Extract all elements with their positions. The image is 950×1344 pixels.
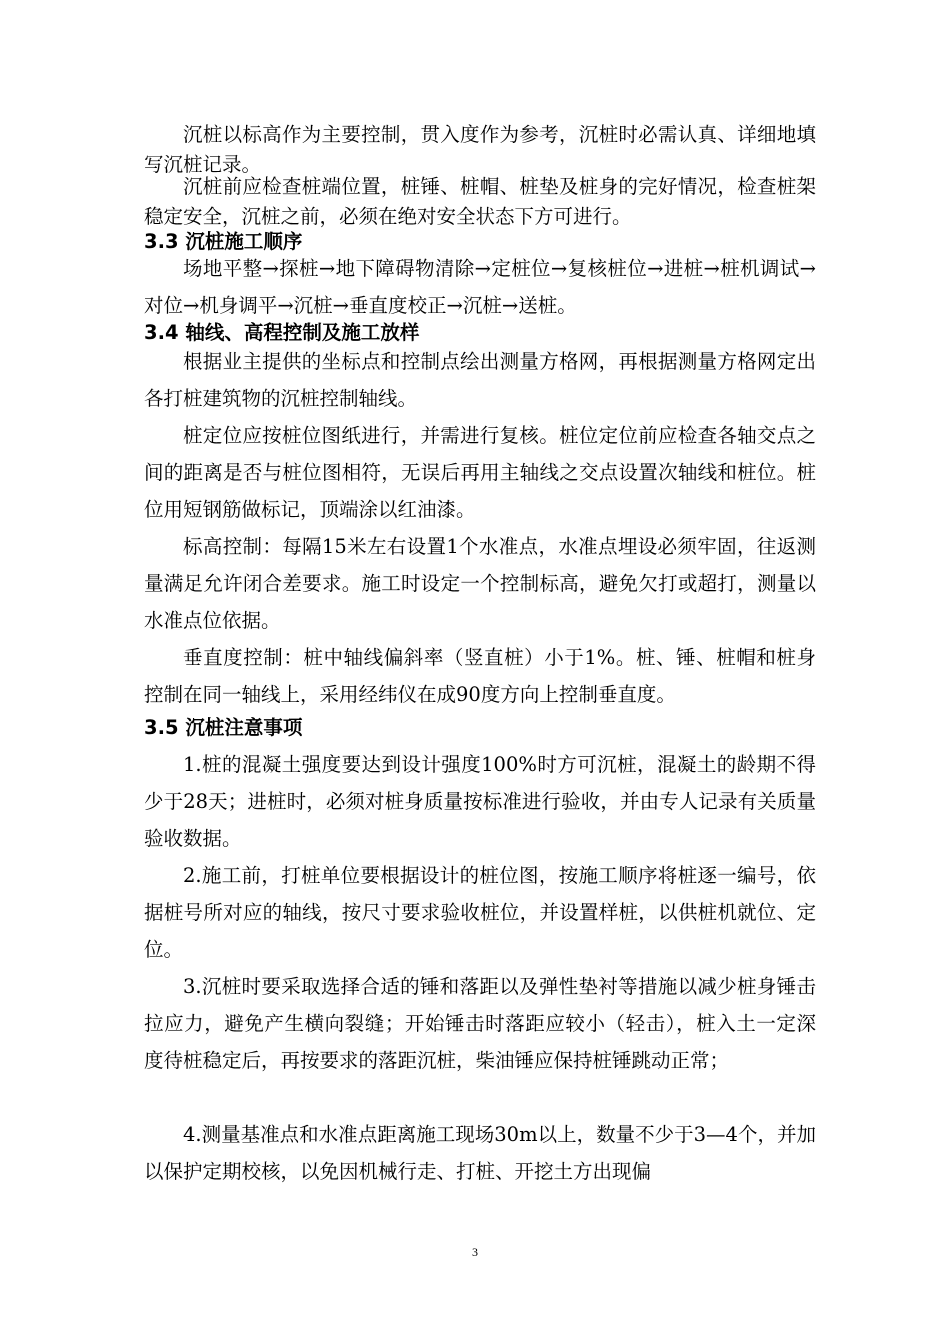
paragraph-7 bbox=[144, 639, 816, 713]
paragraph-text: 垂直度控制：桩中轴线偏斜率（竖直桩）小于1%。桩、锤、桩帽和桩身控制在同一轴线上，采用经纬仪在成90度方向上控制垂直度。 bbox=[144, 646, 816, 706]
heading-text: 3.3 沉桩施工顺序 bbox=[144, 230, 303, 253]
paragraph-11 bbox=[144, 1116, 816, 1190]
paragraph-text: 桩定位应按桩位图纸进行，并需进行复核。桩位定位前应检查各轴交点之间的距离是否与桩位图相符，无误后再用主轴线之交点设置次轴线和桩位。桩位用短钢筋做标记，顶端涂以红油漆。 bbox=[144, 424, 816, 521]
paragraph-8 bbox=[144, 746, 816, 857]
section-heading-3-5 bbox=[144, 713, 816, 743]
heading-text: 3.4 轴线、高程控制及施工放样 bbox=[144, 321, 420, 344]
paragraph-5 bbox=[144, 417, 816, 528]
page-number: 3 bbox=[472, 1245, 478, 1259]
paragraph-text: 1.桩的混凝土强度要达到设计强度100%时方可沉桩，混凝土的龄期不得少于28天；进桩时，必须对桩身质量按标准进行验收，并由专人记录有关质量验收数据。 bbox=[144, 753, 816, 850]
paragraph-4 bbox=[144, 343, 816, 417]
paragraph-text: 标高控制：每隔15米左右设置1个水准点，水准点埋设必须牢固，往返测量满足允许闭合差要求。施工时设定一个控制标高，避免欠打或超打，测量以水准点位依据。 bbox=[144, 535, 816, 632]
paragraph-text: 沉桩以标高作为主要控制，贯入度作为参考，沉桩时必需认真、详细地填写沉桩记录。 bbox=[144, 123, 816, 176]
paragraph-text: 3.沉桩时要采取选择合适的锤和落距以及弹性垫衬等措施以减少桩身锤击拉应力，避免产生横向裂缝；开始锤击时落距应较小（轻击），桩入土一定深度待桩稳定后，再按要求的落距沉桩，柴油锤应保持桩锤跳动正常； bbox=[144, 975, 816, 1072]
paragraph-10 bbox=[144, 968, 816, 1079]
paragraph-6 bbox=[144, 528, 816, 639]
paragraph-text: 场地平整→探桩→地下障碍物清除→定桩位→复核桩位→进桩→桩机调试→对位→机身调平→沉桩→垂直度校正→沉桩→送桩。 bbox=[144, 257, 816, 317]
paragraph-text: 2.施工前，打桩单位要根据设计的桩位图，按施工顺序将桩逐一编号，依据桩号所对应的轴线，按尺寸要求验收桩位，并设置样桩，以供桩机就位、定位。 bbox=[144, 864, 816, 961]
paragraph-1 bbox=[144, 120, 816, 180]
heading-text: 3.5 沉桩注意事项 bbox=[144, 716, 303, 739]
paragraph-text: 沉桩前应检查桩端位置，桩锤、桩帽、桩垫及桩身的完好情况，检查桩架稳定安全，沉桩之前，必须在绝对安全状态下方可进行。 bbox=[144, 175, 816, 228]
paragraph-2 bbox=[144, 172, 816, 232]
paragraph-text: 根据业主提供的坐标点和控制点绘出测量方格网，再根据测量方格网定出各打桩建筑物的沉桩控制轴线。 bbox=[144, 350, 816, 410]
paragraph-text: 4.测量基准点和水准点距离施工现场30m以上，数量不少于3—4个，并加以保护定期校核，以免因机械行走、打桩、开挖土方出现偏 bbox=[144, 1123, 816, 1183]
paragraph-9 bbox=[144, 857, 816, 968]
paragraph-3 bbox=[144, 250, 816, 324]
